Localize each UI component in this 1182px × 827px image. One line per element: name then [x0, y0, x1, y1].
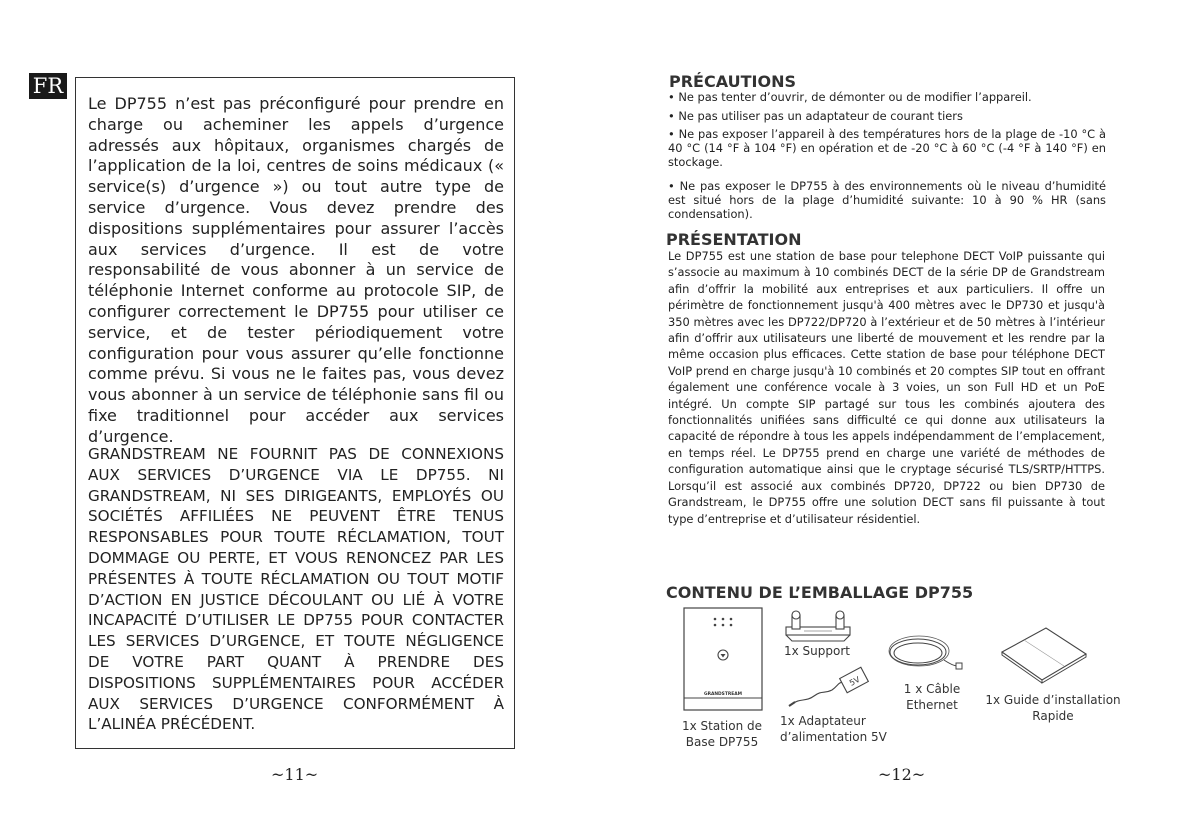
adapter-marking: 5V: [847, 674, 862, 688]
ethernet-cable-illustration: [884, 632, 964, 676]
page-number-right: ~12~: [878, 765, 926, 784]
precaution-item: • Ne pas exposer l’appareil à des températures hors de la plage de -10 °C à 40 °C (14 °F à 104 °F) en opération et de -20 °C à 60 °C (-4 °F à 140 °F) en stockage.: [668, 127, 1106, 169]
brand-mark: GRANDSTREAM: [703, 692, 743, 697]
quick-guide-caption-line2: Rapide: [1032, 709, 1074, 723]
adapter-caption-line2: d’alimentation 5V: [780, 730, 887, 744]
ethernet-cable-caption-line1: 1 x Câble: [903, 682, 961, 696]
precaution-item: • Ne pas utiliser pas un adaptateur de courant tiers: [668, 109, 963, 123]
base-station-caption: [672, 718, 772, 750]
base-station-caption-line2: Base DP755: [685, 735, 759, 749]
adapter-illustration: [786, 664, 872, 708]
emergency-notice-paragraph: Le DP755 n’est pas préconfiguré pour prendre en charge ou acheminer les appels d’urgence adressés aux hôpitaux, organismes chargés de l’application de la loi, centres de soins médicaux (« service(s) d’urgence ») ou tout autre type de service d’urgence. Vous devez prendre des dispositions supplémentaires pour assurer l’accès aux services d’urgence. Il est de votre responsabilité de vous abonner à un service de téléphonie Internet conforme au protocole SIP, de configurer correctement le DP755 pour utiliser ce service, et de tester périodiquement votre configuration pour vous assurer qu’elle fonctionne comme prévu. Si vous ne le faites pas, vous devez vous abonner à un service de téléphonie sans fil ou fixe traditionnel pour accéder aux services d’urgence.: [88, 94, 504, 446]
presentation-title: PRÉSENTATION: [666, 230, 802, 249]
base-station-caption-line1: 1x Station de: [681, 719, 763, 733]
ethernet-cable-caption: [886, 681, 978, 713]
support-caption: 1x Support: [784, 644, 850, 658]
package-contents-title: CONTENU DE L’EMBALLAGE DP755: [666, 583, 974, 602]
adapter-caption: [780, 713, 898, 745]
liability-disclaimer-paragraph: GRANDSTREAM NE FOURNIT PAS DE CONNEXIONS AUX SERVICES D’URGENCE VIA LE DP755. NI GRANDSTREAM, NI SES DIRIGEANTS, EMPLOYÉS OU SOCIÉTÉS AFFILIÉES NE PEUVENT ÊTRE TENUS RESPONSABLES POUR TOUTE RÉCLAMATION, TOUT DOMMAGE OU PERTE, ET VOUS RENONCEZ PAR LES PRÉSENTES À TOUTE RÉCLAMATION OU TOUT MOTIF D’ACTION EN JUSTICE DÉCOULANT OU LIÉ À VOTRE INCAPACITÉ D’UTILISER LE DP755 POUR CONTACTER LES SERVICES D’URGENCE, ET TOUTE NÉGLIGENCE DE VOTRE PART QUANT À PRENDRE DES DISPOSITIONS SUPPLÉMENTAIRES POUR ACCÉDER AUX SERVICES D’URGENCE CONFORMÉMENT À L’ALINÉA PRÉCÉDENT.: [88, 445, 504, 734]
precaution-item: • Ne pas exposer le DP755 à des environnements où le niveau d’humidité est situé hors de la plage d’humidité suivante: 10 à 90 % HR (sans condensation).: [668, 179, 1106, 221]
ethernet-cable-caption-line2: Ethernet: [906, 698, 958, 712]
support-illustration: [782, 609, 854, 643]
quick-guide-illustration: [998, 624, 1090, 686]
precautions-title: PRÉCAUTIONS: [669, 72, 796, 91]
presentation-body: Le DP755 est une station de base pour telephone DECT VoIP puissante qui s’associe au maximum à 10 combinés DECT de la série DP de Grandstream afin d’offrir la mobilité aux entreprises et aux particuliers. Il offre un périmètre de fonctionnement jusqu'à 400 mètres avec le DP730 et jusqu'à 350 mètres avec les DP722/DP720 à l’extérieur et de 50 mètres à l’intérieur afin d’offrir aux utilisateurs une liberté de mouvement et les rendre par la même occasion plus efficaces. Cette station de base pour téléphone DECT VoIP prend en charge jusqu'à 10 combinés et 20 comptes SIP tout en offrant également une conférence vocale à 3 voies, un son Full HD et un PoE intégré. Un compte SIP partagé sur tous les combinés ajoutera des fonctionnalités unifiées sans difficulté ce qui donne aux utilisateurs la capacité de répondre à tous les appels indépendamment de l’emplacement, en temps réel. Le DP755 prend en charge une variété de méthodes de configuration automatique ainsi que le cryptage sécurisé TLS/SRTP/HTTPS. Lorsqu’il est associé aux combinés DP720, DP722 ou bien DP730 de Grandstream, le DP755 offre une solution DECT sans fil puissante à tout type d’entreprise et d’utilisateur résidentiel.: [668, 249, 1105, 526]
quick-guide-caption: [980, 692, 1126, 724]
quick-guide-caption-line1: 1x Guide d’installation: [985, 693, 1121, 707]
precaution-item: • Ne pas tenter d’ouvrir, de démonter ou de modifier l’appareil.: [668, 90, 1032, 104]
adapter-caption-line1: 1x Adaptateur: [780, 714, 866, 728]
base-station-illustration: [683, 607, 763, 711]
emergency-notice-box: [75, 77, 515, 749]
page-number-left: ~11~: [271, 765, 319, 784]
language-tag: FR: [29, 73, 67, 99]
